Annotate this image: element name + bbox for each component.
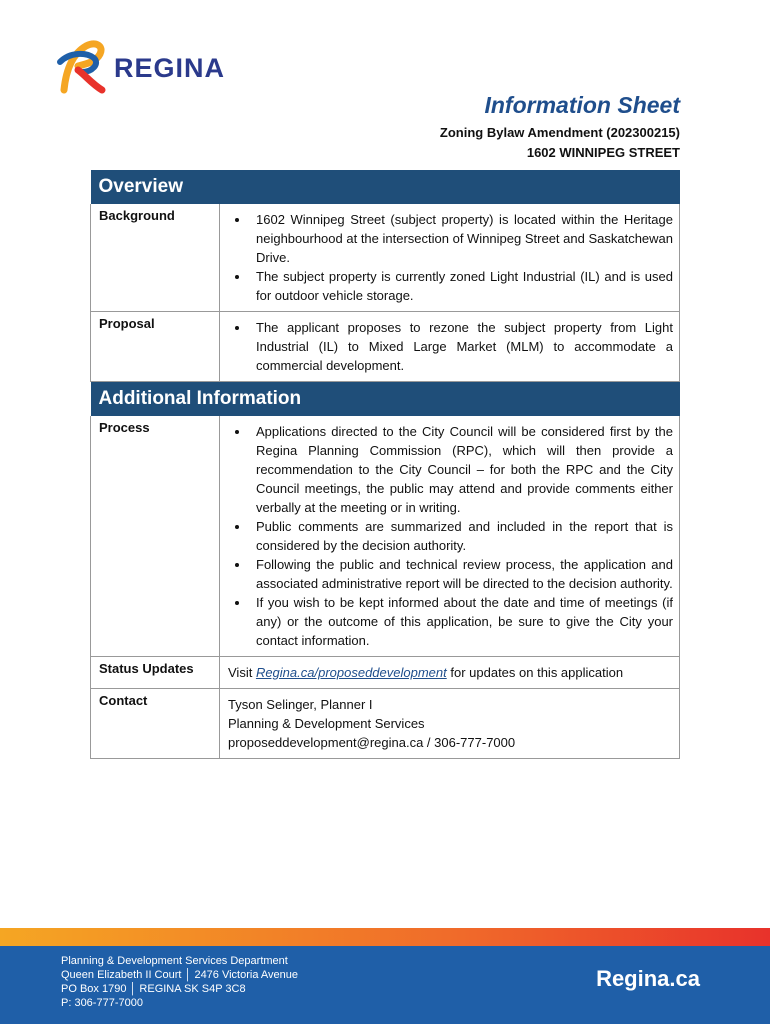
contact-email-phone: proposeddevelopment@regina.ca / 306-777-7000	[228, 735, 516, 750]
contact-name: Tyson Selinger, Planner I	[228, 697, 373, 712]
regina-r-logo-icon	[56, 40, 108, 96]
contact-label: Contact	[91, 689, 220, 759]
process-row	[91, 416, 680, 657]
status-suffix: for updates on this application	[446, 665, 624, 680]
additional-heading: Additional Information	[91, 382, 680, 417]
background-list	[228, 210, 673, 305]
status-content	[220, 657, 680, 689]
footer-line: P: 306-777-7000	[61, 997, 143, 1009]
document-title: Information Sheet	[484, 92, 680, 118]
list-item: • Applications directed to the City Council will be considered first by the Regina Planning Commission (RPC), which will then provide a recommendation to the City Council – for both the RPC and the City Council meetings, the public may attend and provide comments either verbally at the meeting or in writing.	[250, 422, 673, 517]
proposal-row	[91, 312, 680, 382]
proposed-development-link[interactable]: Regina.ca/proposeddevelopment	[255, 665, 447, 680]
page-footer	[0, 946, 770, 1024]
footer-line: Planning & Development Services Department	[61, 955, 288, 967]
logo-wordmark: REGINA	[114, 52, 226, 83]
process-list	[228, 422, 673, 650]
status-row	[91, 657, 680, 689]
process-label: Process	[91, 416, 220, 657]
proposal-label: Proposal	[91, 312, 220, 382]
city-logo	[56, 40, 225, 96]
status-prefix: Visit	[228, 665, 256, 680]
list-item: • 1602 Winnipeg Street (subject property) is located within the Heritage neighbourhood at the intersection of Winnipeg Street and Saskatchewan Drive.	[250, 210, 673, 267]
background-row	[91, 204, 680, 312]
footer-line: Queen Elizabeth II Court │ 2476 Victoria Avenue	[61, 969, 299, 981]
overview-heading: Overview	[91, 170, 680, 204]
subtitle-amendment: Zoning Bylaw Amendment (202300215)	[439, 125, 680, 140]
status-label: Status Updates	[91, 657, 220, 689]
information-table	[90, 170, 680, 759]
proposal-list	[228, 318, 673, 375]
footer-website: Regina.ca	[596, 966, 700, 991]
background-content	[220, 204, 680, 312]
footer-address	[61, 954, 298, 1010]
subtitle-address: 1602 WINNIPEG STREET	[526, 145, 680, 160]
document-subtitle	[440, 123, 680, 163]
contact-row	[91, 689, 680, 759]
list-item: • The applicant proposes to rezone the subject property from Light Industrial (IL) to Mixed Large Market (MLM) to accommodate a commercial development.	[250, 318, 673, 375]
additional-section-header	[91, 382, 680, 417]
contact-content	[220, 689, 680, 759]
overview-section-header	[91, 170, 680, 204]
list-item: • Following the public and technical review process, the application and associated administrative report will be directed to the decision authority.	[250, 555, 673, 593]
list-item: • The subject property is currently zoned Light Industrial (IL) and is used for outdoor vehicle storage.	[250, 267, 673, 305]
contact-department: Planning & Development Services	[228, 716, 425, 731]
footer-line: PO Box 1790 │ REGINA SK S4P 3C8	[61, 983, 246, 995]
proposal-content	[220, 312, 680, 382]
process-content	[220, 416, 680, 657]
list-item: • If you wish to be kept informed about the date and time of meetings (if any) or the outcome of this application, be sure to give the City your contact information.	[250, 593, 673, 650]
list-item: • Public comments are summarized and included in the report that is considered by the decision authority.	[250, 517, 673, 555]
background-label: Background	[91, 204, 220, 312]
